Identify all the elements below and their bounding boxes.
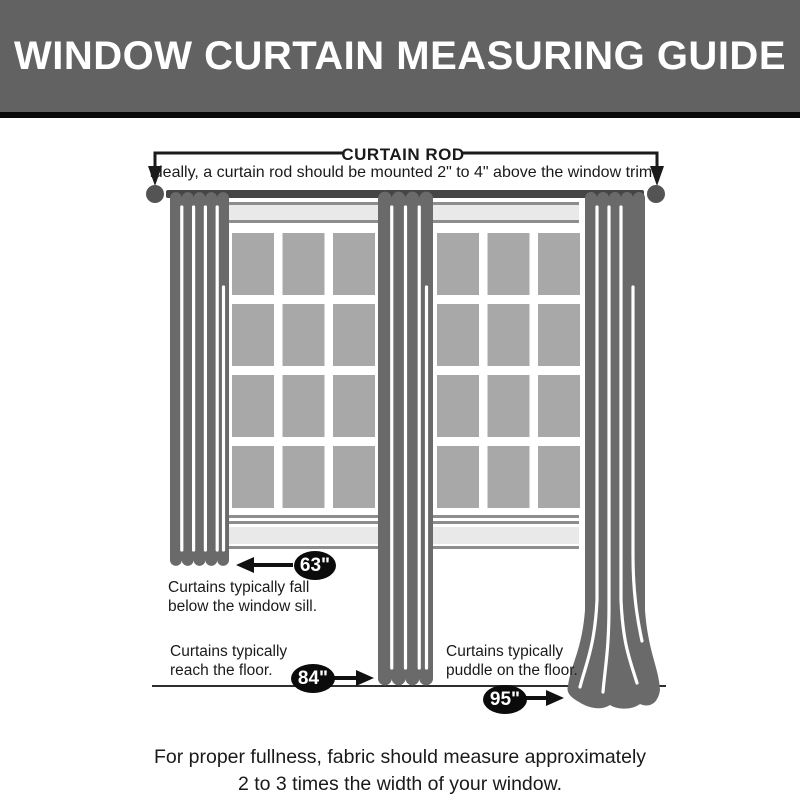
curtain-panel-middle [378, 192, 433, 686]
caption-puddle-floor: Curtains typically puddle on the floor. [446, 643, 578, 679]
measure-arrow-63 [236, 557, 293, 573]
measure-arrow-95 [524, 690, 564, 706]
page-title: WINDOW CURTAIN MEASURING GUIDE [14, 33, 786, 78]
arrow-left-icon [236, 557, 254, 573]
curtain-rod-label: CURTAIN ROD [341, 145, 465, 164]
arrow-right-icon [356, 670, 374, 686]
measurement-badge-63: 63" [294, 551, 336, 580]
rod-finial-right [647, 185, 665, 203]
measurement-badge-84: 84" [291, 664, 335, 693]
rod-finial-left [146, 185, 164, 203]
measure-arrow-84 [332, 670, 374, 686]
rod-mounting-note: Ideally, a curtain rod should be mounted 2" to 4" above the window trim. [149, 164, 657, 181]
curtain-panel-left [170, 192, 229, 566]
caption-below-sill: Curtains typically fall below the window sill. [168, 579, 318, 615]
measurement-badge-95: 95" [483, 685, 527, 714]
arrow-right-icon [546, 690, 564, 706]
fullness-footnote: For proper fullness, fabric should measure approximately 2 to 3 times the width of your window. [153, 746, 647, 796]
caption-reach-floor: Curtains typically reach the floor. [170, 643, 288, 679]
